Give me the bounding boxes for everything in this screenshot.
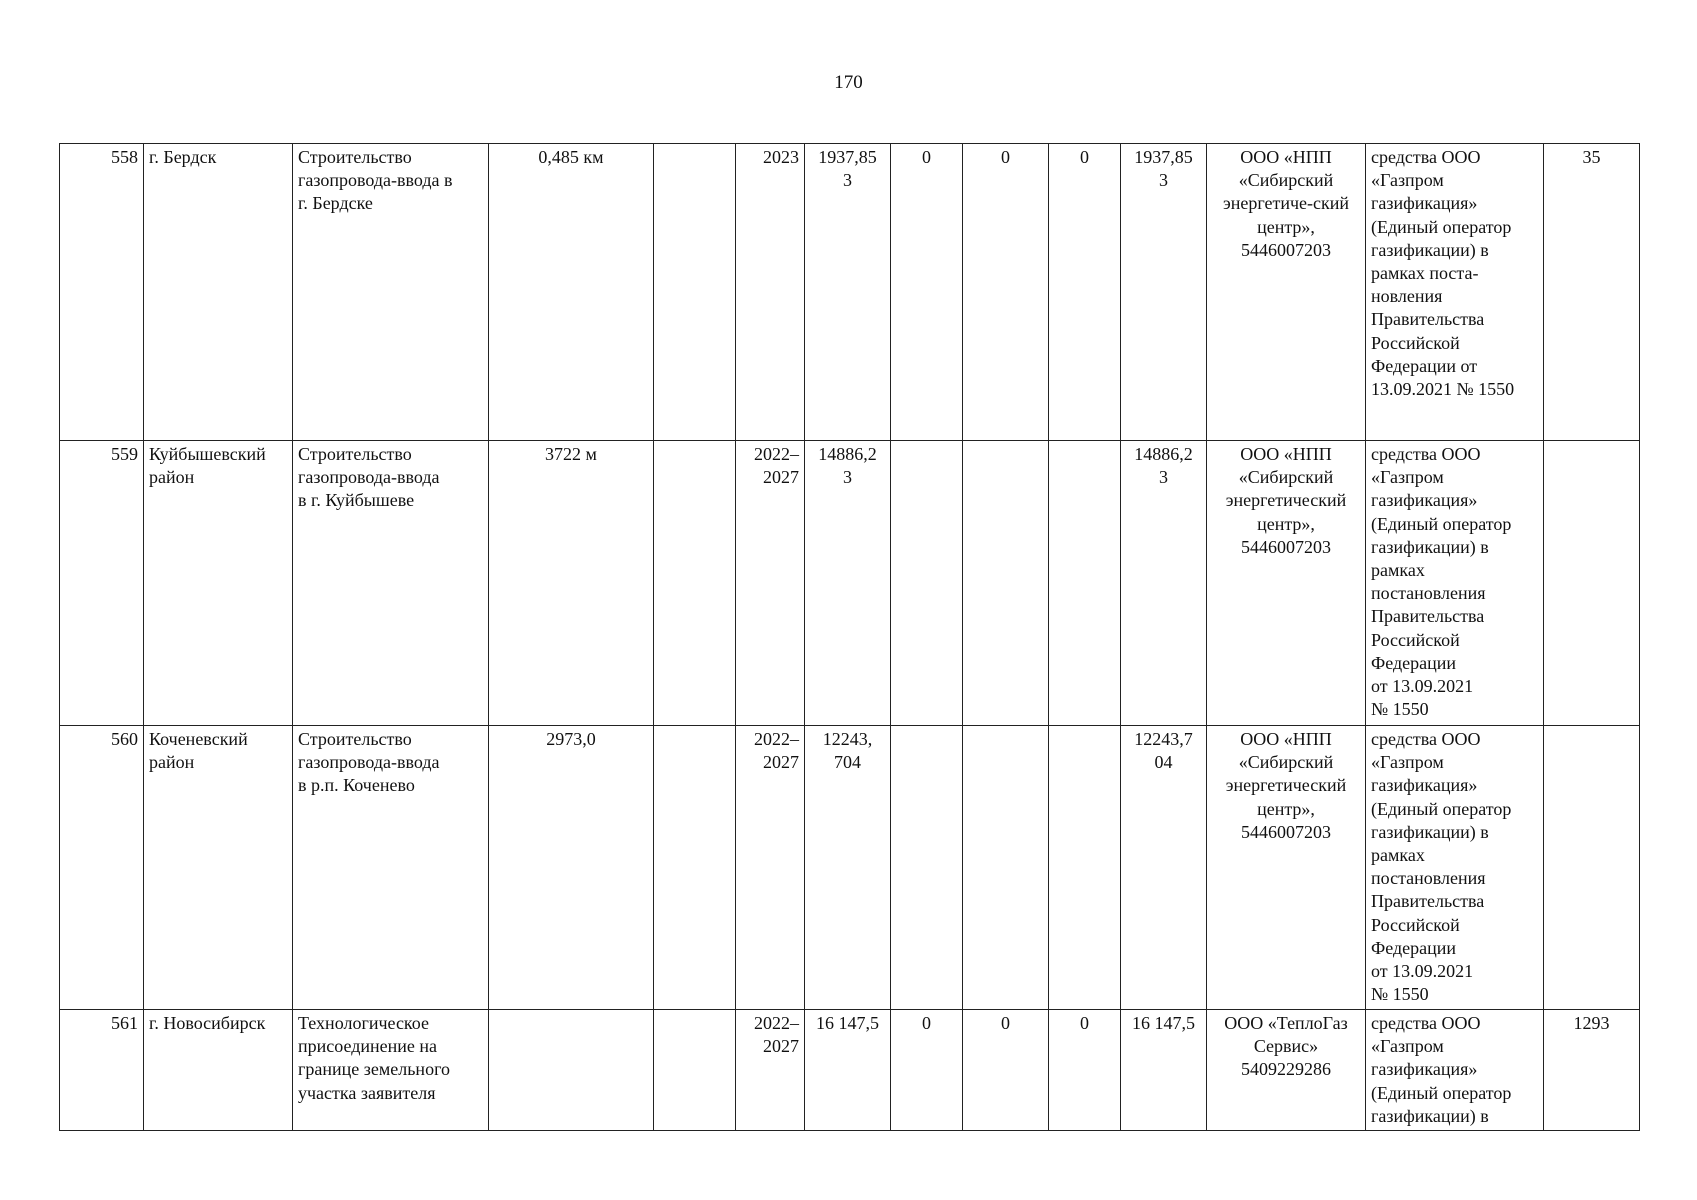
cell-regional: 0 <box>963 144 1049 441</box>
cell-period-line: 2022– <box>754 444 799 464</box>
cell-total <box>805 726 891 1010</box>
cell-length: 0,485 км <box>489 144 654 441</box>
cell-number: 561 <box>60 1010 144 1131</box>
cell-district-line: Коченевский <box>149 729 248 749</box>
cell-funding-source-line: от 13.09.2021 <box>1371 961 1474 982</box>
cell-local <box>1049 726 1121 1010</box>
cell-funding-source <box>1366 144 1544 441</box>
cell-period-line: 2027 <box>763 467 799 488</box>
cell-executor-line: ООО «НПП <box>1240 729 1332 749</box>
cell-district <box>144 726 293 1010</box>
cell-funding-source-line: средства ООО <box>1371 147 1481 167</box>
cell-funding-source-line: Федерации <box>1371 652 1457 673</box>
cell-funding-source <box>1366 441 1544 726</box>
cell-description <box>293 441 489 726</box>
cell-funding-source-line: (Единый оператор <box>1371 513 1512 534</box>
cell-count: 1293 <box>1544 1010 1640 1131</box>
page-number: 170 <box>834 72 863 93</box>
cell-total-line: 14886,2 <box>818 444 877 464</box>
cell-executor-line: 5446007203 <box>1241 536 1331 557</box>
cell-length: 3722 м <box>489 441 654 726</box>
cell-funding-source-line: газификация» <box>1371 775 1478 796</box>
cell-number: 558 <box>60 144 144 441</box>
cell-district-line: Куйбышевский <box>149 444 266 464</box>
cell-federal <box>891 726 963 1010</box>
cell-description-line: газопровода-ввода <box>298 752 440 773</box>
cell-period-line: 2027 <box>763 752 799 773</box>
cell-district-line: район <box>149 467 195 488</box>
table-row <box>60 1010 1640 1131</box>
cell-number: 559 <box>60 441 144 726</box>
cell-extrabudget-line: 3 <box>1159 467 1168 488</box>
cell-funding-source-line: № 1550 <box>1371 699 1429 720</box>
cell-executor-line: энергетиче-ский <box>1222 193 1350 214</box>
cell-executor-line: центр», <box>1257 216 1315 237</box>
cell-funding-source-line: 13.09.2021 № 1550 <box>1371 379 1515 400</box>
cell-extrabudget-line: 3 <box>1159 170 1168 191</box>
cell-local: 0 <box>1049 144 1121 441</box>
cell-executor <box>1207 1010 1366 1131</box>
cell-funding-source-line: «Газпром <box>1371 467 1444 488</box>
cell-regional: 0 <box>963 1010 1049 1131</box>
cell-executor-line: центр», <box>1257 513 1315 534</box>
table-row <box>60 726 1640 1010</box>
cell-count: 35 <box>1544 144 1640 441</box>
cell-description-line: присоединение на <box>298 1036 438 1057</box>
cell-empty <box>654 726 736 1010</box>
cell-total-line: 12243, <box>822 729 873 749</box>
cell-total <box>805 1010 891 1131</box>
cell-description-line: в р.п. Коченево <box>298 775 415 796</box>
cell-extrabudget <box>1121 1010 1207 1131</box>
cell-executor-line: центр», <box>1257 798 1315 819</box>
cell-empty <box>654 144 736 441</box>
cell-period <box>736 144 805 441</box>
cell-funding-source-line: постановления <box>1371 868 1486 889</box>
cell-description <box>293 726 489 1010</box>
cell-executor-line: «Сибирский <box>1238 170 1334 191</box>
cell-period-line: 2022– <box>754 729 799 749</box>
cell-funding-source-line: «Газпром <box>1371 1036 1444 1057</box>
cell-funding-source-line: от 13.09.2021 <box>1371 676 1474 697</box>
cell-executor-line: ООО «ТеплоГаз <box>1224 1013 1348 1033</box>
cell-federal: 0 <box>891 1010 963 1131</box>
cell-total-line: 704 <box>834 752 861 773</box>
cell-length: 2973,0 <box>489 726 654 1010</box>
cell-district-line: г. Бердск <box>149 147 217 167</box>
cell-description <box>293 1010 489 1131</box>
table-row <box>60 441 1640 726</box>
cell-executor-line: 5446007203 <box>1241 239 1331 260</box>
cell-total <box>805 441 891 726</box>
cell-funding-source-line: газификации) в <box>1371 536 1489 557</box>
cell-district <box>144 441 293 726</box>
cell-period-line: 2022– <box>754 1013 799 1033</box>
cell-empty <box>654 441 736 726</box>
cell-regional <box>963 441 1049 726</box>
cell-district-line: г. Новосибирск <box>149 1013 266 1033</box>
cell-federal <box>891 441 963 726</box>
cell-funding-source-line: рамках <box>1371 845 1425 866</box>
cell-executor-line: ООО «НПП <box>1240 444 1332 464</box>
cell-description-line: Строительство <box>298 729 412 749</box>
cell-funding-source-line: Российской <box>1371 914 1460 935</box>
cell-funding-source-line: газификация» <box>1371 490 1478 511</box>
cell-period-line: 2027 <box>763 1036 799 1057</box>
cell-funding-source-line: постановления <box>1371 583 1486 604</box>
cell-period <box>736 726 805 1010</box>
cell-funding-source-line: рамках поста- <box>1371 263 1479 284</box>
cell-executor-line: 5446007203 <box>1241 821 1331 842</box>
cell-extrabudget-line: 04 <box>1154 752 1173 773</box>
cell-count <box>1544 726 1640 1010</box>
cell-description-line: г. Бердске <box>298 193 373 214</box>
cell-executor-line: 5409229286 <box>1241 1059 1331 1080</box>
cell-extrabudget <box>1121 441 1207 726</box>
cell-funding-source-line: Российской <box>1371 629 1460 650</box>
cell-extrabudget-line: 14886,2 <box>1134 444 1193 464</box>
cell-count <box>1544 441 1640 726</box>
cell-funding-source-line: новления <box>1371 286 1443 307</box>
cell-description-line: границе земельного <box>298 1059 450 1080</box>
cell-funding-source-line: рамках <box>1371 560 1425 581</box>
cell-extrabudget-line: 1937,85 <box>1134 147 1193 167</box>
cell-funding-source-line: (Единый оператор <box>1371 1082 1512 1103</box>
cell-district <box>144 144 293 441</box>
cell-funding-source-line: Федерации от <box>1371 355 1478 376</box>
cell-local <box>1049 441 1121 726</box>
cell-executor <box>1207 144 1366 441</box>
cell-description-line: Строительство <box>298 147 412 167</box>
cell-funding-source-line: № 1550 <box>1371 984 1429 1005</box>
cell-total-line: 1937,85 <box>818 147 877 167</box>
cell-period <box>736 1010 805 1131</box>
cell-funding-source-line: средства ООО <box>1371 729 1481 749</box>
cell-description-line: газопровода-ввода <box>298 467 440 488</box>
cell-funding-source-line: Правительства <box>1371 309 1485 330</box>
cell-funding-source-line: газификации) в <box>1371 239 1489 260</box>
cell-funding-source-line: газификации) в <box>1371 1105 1489 1126</box>
gasification-table <box>59 143 1640 1131</box>
cell-funding-source-line: (Единый оператор <box>1371 216 1512 237</box>
cell-executor <box>1207 726 1366 1010</box>
cell-extrabudget-line: 12243,7 <box>1134 729 1193 749</box>
cell-funding-source-line: газификация» <box>1371 1059 1478 1080</box>
cell-extrabudget <box>1121 726 1207 1010</box>
cell-description-line: участка заявителя <box>298 1082 436 1103</box>
cell-funding-source-line: Правительства <box>1371 606 1485 627</box>
cell-empty <box>654 1010 736 1131</box>
cell-executor-line: энергетический <box>1225 775 1347 796</box>
cell-period <box>736 441 805 726</box>
cell-length <box>489 1010 654 1131</box>
cell-executor-line: энергетический <box>1225 490 1347 511</box>
cell-number: 560 <box>60 726 144 1010</box>
cell-description-line: Технологическое <box>298 1013 429 1033</box>
cell-funding-source-line: (Единый оператор <box>1371 798 1512 819</box>
cell-total <box>805 144 891 441</box>
cell-description <box>293 144 489 441</box>
cell-funding-source <box>1366 1010 1544 1131</box>
cell-period-line: 2023 <box>763 147 799 167</box>
cell-funding-source-line: Правительства <box>1371 891 1485 912</box>
cell-description-line: газопровода-ввода в <box>298 170 453 191</box>
cell-funding-source-line: Российской <box>1371 332 1460 353</box>
cell-executor <box>1207 441 1366 726</box>
cell-funding-source-line: газификация» <box>1371 193 1478 214</box>
cell-funding-source-line: средства ООО <box>1371 444 1481 464</box>
cell-funding-source <box>1366 726 1544 1010</box>
cell-regional <box>963 726 1049 1010</box>
cell-funding-source-line: газификации) в <box>1371 821 1489 842</box>
cell-description-line: в г. Куйбышеве <box>298 490 415 511</box>
cell-local: 0 <box>1049 1010 1121 1131</box>
cell-extrabudget-line: 16 147,5 <box>1132 1013 1195 1033</box>
cell-executor-line: Сервис» <box>1253 1036 1319 1057</box>
cell-extrabudget <box>1121 144 1207 441</box>
cell-description-line: Строительство <box>298 444 412 464</box>
cell-district-line: район <box>149 752 195 773</box>
cell-total-line: 3 <box>843 170 852 191</box>
table-row <box>60 144 1640 441</box>
cell-total-line: 3 <box>843 467 852 488</box>
cell-executor-line: «Сибирский <box>1238 752 1334 773</box>
cell-total-line: 16 147,5 <box>816 1013 879 1033</box>
cell-executor-line: ООО «НПП <box>1240 147 1332 167</box>
cell-federal: 0 <box>891 144 963 441</box>
cell-funding-source-line: «Газпром <box>1371 752 1444 773</box>
cell-funding-source-line: Федерации <box>1371 937 1457 958</box>
cell-funding-source-line: средства ООО <box>1371 1013 1481 1033</box>
cell-district <box>144 1010 293 1131</box>
cell-funding-source-line: «Газпром <box>1371 170 1444 191</box>
cell-executor-line: «Сибирский <box>1238 467 1334 488</box>
